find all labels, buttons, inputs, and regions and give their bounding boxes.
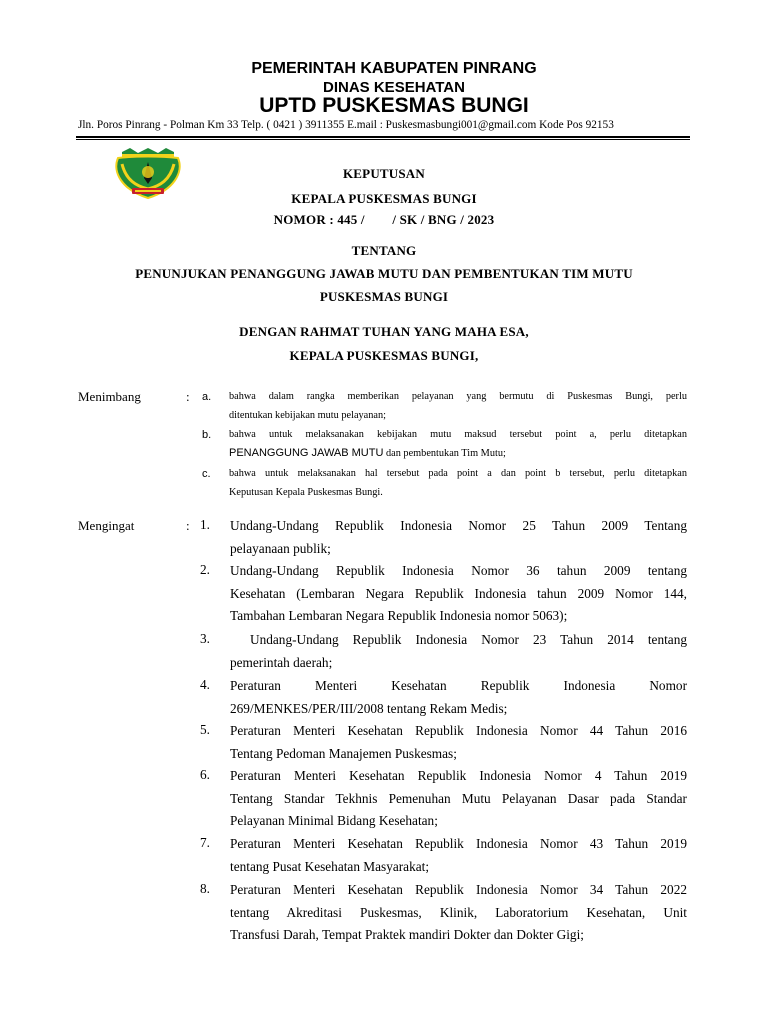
- mengingat-8-line3: Transfusi Darah, Tempat Praktek mandiri Dokter dan Dokter Gigi;: [230, 927, 584, 942]
- menimbang-a-line2: ditentukan kebijakan mutu pelayanan;: [229, 410, 386, 421]
- mengingat-6-line2: Tentang Standar Tekhnis Pemenuhan Mutu Pelayanan Dasar pada Standar: [230, 790, 687, 806]
- mengingat-8-line1: Peraturan Menteri Kesehatan Republik Indonesia Nomor 34 Tahun 2022: [230, 882, 687, 897]
- menimbang-item-c: [229, 464, 687, 502]
- subject-line-2: PUSKESMAS BUNGI: [319, 289, 449, 304]
- mengingat-item-3: [230, 629, 687, 674]
- mengingat-3-line1: Undang-Undang Republik Indonesia Nomor 23 Tahun 2014 tentang: [250, 632, 687, 647]
- about-heading: TENTANG: [351, 243, 417, 258]
- mengingat-6-line1: Peraturan Menteri Kesehatan Republik Indonesia Nomor 4 Tahun 2019: [230, 768, 687, 783]
- menimbang-colon: :: [186, 389, 190, 404]
- mengingat-item-6: [230, 765, 687, 833]
- mengingat-item-7: [230, 833, 687, 878]
- mengingat-item-number: 2.: [200, 562, 210, 577]
- mengingat-item-number: 8.: [200, 881, 210, 896]
- menimbang-item-a: [229, 387, 687, 425]
- letterhead-department: DINAS KESEHATAN: [323, 79, 465, 96]
- issuer-signature-heading: KEPALA PUSKESMAS BUNGI,: [289, 348, 479, 363]
- mengingat-6-line3: Pelayanan Minimal Bidang Kesehatan;: [230, 813, 438, 828]
- mengingat-8-line2: tentang Akreditasi Puskesmas, Klinik, Laboratorium Kesehatan, Unit: [230, 904, 687, 920]
- menimbang-item-letter: a.: [202, 391, 212, 403]
- letterhead-rule-thin: [76, 139, 690, 140]
- mengingat-item-4: [230, 675, 687, 720]
- mengingat-5-line2: Tentang Pedoman Manajemen Puskesmas;: [230, 745, 457, 761]
- mengingat-item-2: [230, 560, 687, 628]
- mengingat-item-number: 1.: [200, 517, 210, 532]
- mengingat-item-5: [230, 720, 687, 765]
- letterhead-institution: UPTD PUSKESMAS BUNGI: [259, 94, 529, 117]
- mengingat-1-line1: Undang-Undang Republik Indonesia Nomor 25 Tahun 2009 Tentang: [230, 518, 687, 533]
- mengingat-item-8: [230, 879, 687, 947]
- mengingat-colon: :: [186, 518, 190, 533]
- mengingat-7-line1: Peraturan Menteri Kesehatan Republik Indonesia Nomor 43 Tahun 2019: [230, 836, 687, 851]
- decree-issuer: KEPALA PUSKESMAS BUNGI: [291, 191, 477, 206]
- mengingat-2-line3: Tambahan Lembaran Negara Republik Indonesia nomor 5063);: [230, 608, 568, 623]
- mengingat-5-line1: Peraturan Menteri Kesehatan Republik Indonesia Nomor 44 Tahun 2016: [230, 723, 687, 738]
- mengingat-2-line2: Kesehatan (Lembaran Negara Republik Indonesia tahun 2009 Nomor 144,: [230, 585, 687, 601]
- letterhead-address: Jln. Poros Pinrang - Polman Km 33 Telp. ( 0421 ) 3911355 E.mail : Puskesmasbungi001@gmail.com Kode Pos 92153: [78, 119, 614, 131]
- menimbang-item-letter: c.: [202, 468, 211, 480]
- mengingat-item-number: 3.: [200, 631, 210, 646]
- invocation: DENGAN RAHMAT TUHAN YANG MAHA ESA,: [239, 324, 529, 339]
- menimbang-label: Menimbang: [78, 389, 141, 404]
- menimbang-b-line2: dan pembentukan Tim Mutu;: [383, 448, 506, 459]
- menimbang-a-line1: bahwa dalam rangka memberikan pelayanan yang bermutu di Puskesmas Bungi, perlu: [229, 391, 687, 402]
- menimbang-b-line1: bahwa untuk melaksanakan kebijakan mutu maksud tersebut point a, perlu ditetapkan: [229, 429, 687, 440]
- mengingat-item-1: [230, 515, 687, 560]
- mengingat-1-line2: pelayanaan publik;: [230, 540, 331, 556]
- decree-number: NOMOR : 445 / / SK / BNG / 2023: [273, 212, 495, 227]
- menimbang-c-line1: bahwa untuk melaksanakan hal tersebut pada point a dan point b tersebut, perlu ditetapkan: [229, 468, 687, 479]
- menimbang-item-letter: b.: [202, 429, 212, 441]
- mengingat-label: Mengingat: [78, 518, 135, 533]
- mengingat-item-number: 6.: [200, 767, 210, 782]
- letterhead-rule-thick: [76, 136, 690, 138]
- menimbang-item-b: [229, 425, 687, 463]
- menimbang-b-caps: PENANGGUNG JAWAB MUTU: [229, 447, 384, 459]
- mengingat-item-number: 7.: [200, 835, 210, 850]
- decree-heading: KEPUTUSAN: [343, 166, 425, 181]
- mengingat-item-number: 4.: [200, 677, 210, 692]
- menimbang-c-line2: Keputusan Kepala Puskesmas Bungi.: [229, 487, 383, 498]
- mengingat-item-number: 5.: [200, 722, 210, 737]
- letterhead-government: PEMERINTAH KABUPATEN PINRANG: [251, 60, 537, 77]
- mengingat-4-line2: 269/MENKES/PER/III/2008 tentang Rekam Medis;: [230, 700, 508, 716]
- mengingat-3-line2: pemerintah daerah;: [230, 654, 333, 670]
- mengingat-7-line2: tentang Pusat Kesehatan Masyarakat;: [230, 858, 430, 874]
- subject-line-1: PENUNJUKAN PENANGGUNG JAWAB MUTU DAN PEMBENTUKAN TIM MUTU: [135, 266, 633, 281]
- mengingat-4-line1: Peraturan Menteri Kesehatan Republik Indonesia Nomor: [230, 678, 687, 693]
- mengingat-2-line1: Undang-Undang Republik Indonesia Nomor 36 tahun 2009 tentang: [230, 563, 687, 578]
